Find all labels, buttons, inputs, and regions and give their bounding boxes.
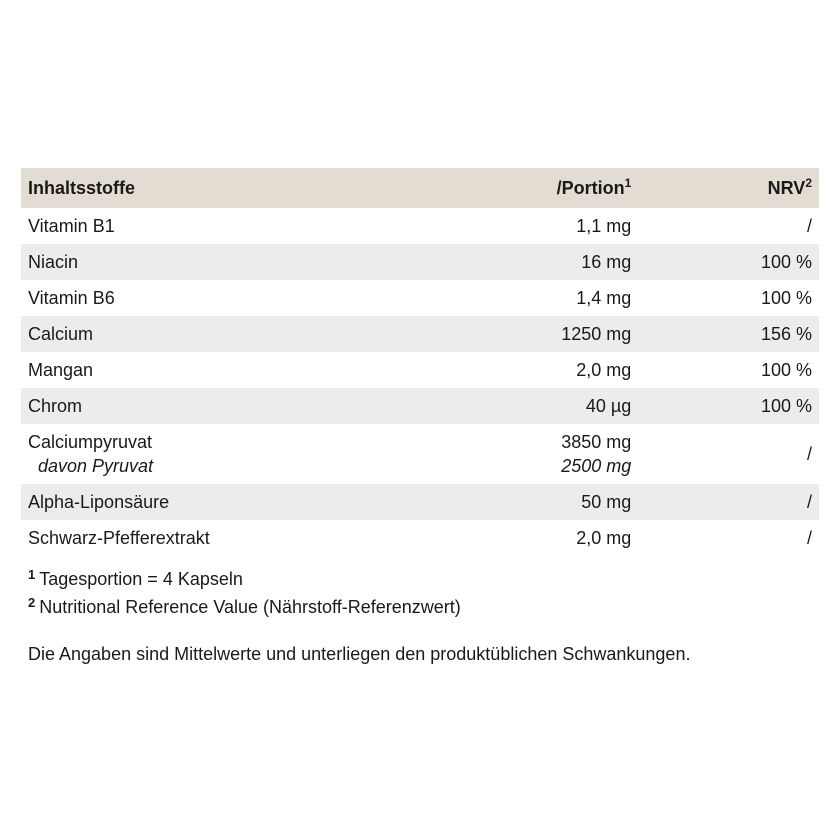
table-row	[21, 424, 819, 484]
nutrition-table	[21, 168, 819, 556]
ingredient-portion: 3850 mg	[561, 432, 632, 452]
footnote-mark: 2	[28, 595, 36, 610]
table-row	[21, 352, 819, 388]
ingredient-name: Calciumpyruvat	[28, 432, 153, 452]
header-portion-label: /Portion	[556, 178, 625, 198]
ingredient-nrv: 100 %	[760, 396, 812, 416]
table-body	[21, 208, 819, 556]
table-row	[21, 208, 819, 244]
footnote	[28, 593, 819, 621]
ingredient-nrv: 100 %	[760, 252, 812, 272]
ingredient-portion: 1,1 mg	[576, 216, 632, 236]
table-row	[21, 316, 819, 352]
ingredient-nrv: /	[806, 216, 812, 236]
footnote-text: Nutritional Reference Value (Nährstoff-Referenzwert)	[39, 597, 461, 617]
header-ingredients	[21, 168, 389, 208]
ingredient-portion-cell	[389, 424, 639, 484]
ingredient-portion: 1250 mg	[561, 324, 632, 344]
ingredient-portion: 2,0 mg	[576, 360, 632, 380]
disclaimer: Die Angaben sind Mittelwerte und unterliegen den produktüblichen Schwankungen.	[28, 644, 691, 664]
table-row	[21, 244, 819, 280]
ingredient-name: Vitamin B1	[28, 216, 115, 236]
ingredient-nrv: 156 %	[760, 324, 812, 344]
table-row	[21, 484, 819, 520]
header-portion-footnote-mark: 1	[624, 176, 632, 190]
header-nrv-footnote-mark: 2	[805, 176, 812, 190]
ingredient-sub-name: davon Pyruvat	[38, 456, 154, 476]
ingredient-nrv: /	[806, 528, 812, 548]
footnote-text: Tagesportion = 4 Kapseln	[39, 569, 243, 589]
ingredient-nrv: /	[806, 444, 812, 464]
ingredient-nrv: 100 %	[760, 360, 812, 380]
ingredient-name: Mangan	[28, 360, 94, 380]
footnote	[28, 565, 819, 593]
ingredient-name-cell	[21, 424, 389, 484]
ingredient-nrv: /	[806, 492, 812, 512]
header-nrv	[638, 168, 819, 208]
ingredient-name: Chrom	[28, 396, 83, 416]
header-nrv-label: NRV	[767, 178, 806, 198]
ingredient-portion: 16 mg	[581, 252, 632, 272]
footnote-mark: 1	[28, 567, 36, 582]
ingredient-name: Niacin	[28, 252, 79, 272]
table-header	[21, 168, 819, 208]
header-row	[21, 168, 819, 208]
ingredient-portion: 1,4 mg	[576, 288, 632, 308]
nutrition-panel	[21, 168, 819, 666]
header-portion	[389, 168, 639, 208]
footnotes	[21, 565, 819, 621]
ingredient-name: Vitamin B6	[28, 288, 115, 308]
ingredient-name: Schwarz-Pfefferextrakt	[28, 528, 210, 548]
table-row	[21, 388, 819, 424]
ingredient-name: Alpha-Liponsäure	[28, 492, 170, 512]
ingredient-sub-portion: 2500 mg	[561, 456, 632, 476]
ingredient-name: Calcium	[28, 324, 94, 344]
table-row	[21, 280, 819, 316]
header-ingredients-label: Inhaltsstoffe	[28, 178, 136, 198]
ingredient-portion: 50 mg	[581, 492, 632, 512]
ingredient-nrv: 100 %	[760, 288, 812, 308]
ingredient-portion: 40 µg	[585, 396, 632, 416]
ingredient-portion: 2,0 mg	[576, 528, 632, 548]
table-row	[21, 520, 819, 556]
